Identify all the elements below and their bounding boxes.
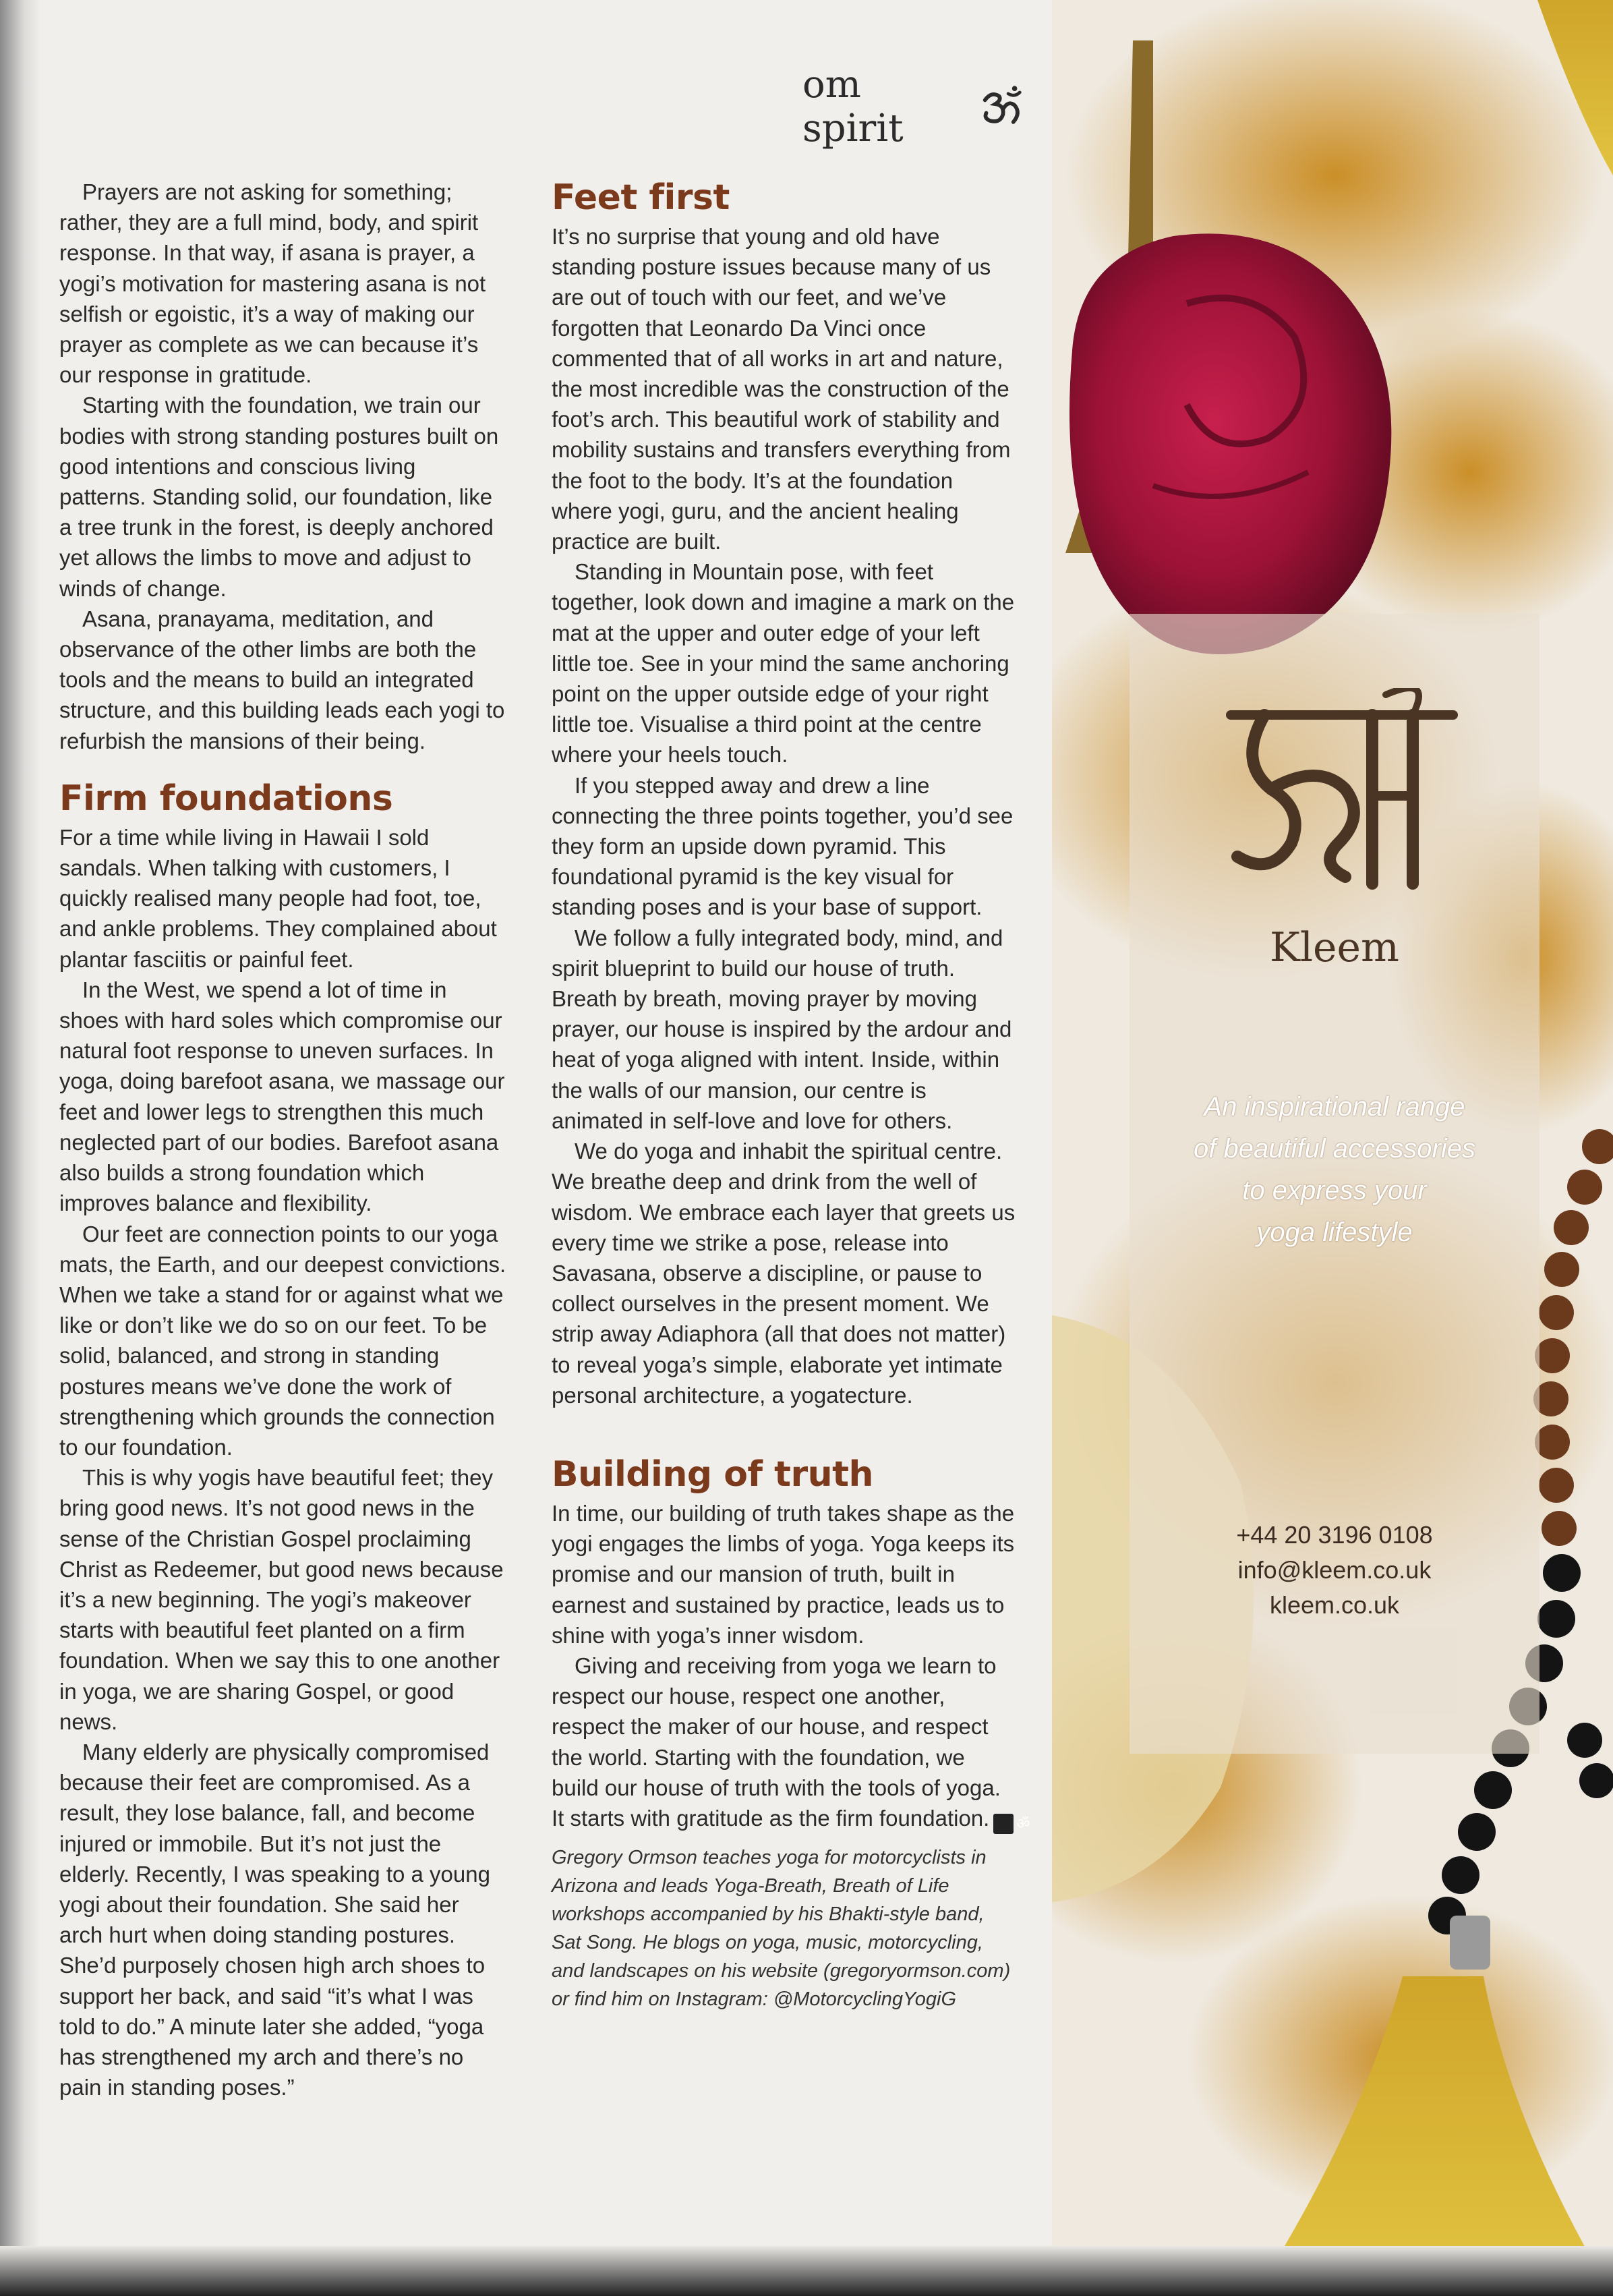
kleem-panel <box>1130 614 1539 1754</box>
tagline-line: An inspirational range <box>1204 1092 1465 1122</box>
paragraph: For a time while living in Hawaii I sold sandals. When talking with customers, I quickly realised many people had foot, toe, and ankle problems. They complained about plantar fasciitis or painful feet. <box>59 824 497 972</box>
paragraph: In the West, we spend a lot of time in shoes with hard soles which compromise our natural foot response to uneven surfaces. In yoga, doing barefoot asana, we massage our feet and lower legs to strengthen this much neglected part of our bodies. Barefoot asana also builds a strong foundation which improves balance and flexibility. <box>59 977 505 1216</box>
tagline-line: of beautiful accessories <box>1193 1134 1475 1164</box>
email-address: info@kleem.co.uk <box>1237 1556 1432 1584</box>
heading-firm-foundations: Firm foundations <box>59 778 393 819</box>
phone-number: +44 20 3196 0108 <box>1236 1521 1433 1549</box>
paragraph: If you stepped away and drew a line connecting the three points together, you’d see they form an upside down pyramid. This foundational pyramid is the key visual for standing poses and is your base of support. <box>552 772 1014 920</box>
paragraph: We do yoga and inhabit the spiritual centre. We breathe deep and drink from the well of wisdom. We embrace each layer that greets us every time we strike a pose, release into Savasana, observe a discipline, or pause to collect ourselves in the present moment. We strip away Adiaphora (all that does not matter) to reveal yoga’s simple, elaborate yet intimate personal architecture, a yogatecture. <box>552 1139 1016 1408</box>
contact-block <box>1130 1518 1539 1623</box>
spine-shadow <box>0 0 40 2296</box>
section-label: om spirit <box>802 63 904 150</box>
heading-building-of-truth: Building of truth <box>552 1454 874 1495</box>
page-bottom-edge <box>0 2246 1613 2296</box>
brand-name: Kleem <box>1270 924 1399 971</box>
end-mark-icon: ॐ <box>993 1814 1014 1834</box>
paragraph: It’s no surprise that young and old have standing posture issues because many of us are out of touch with our feet, and we’ve forgotten that Leonardo Da Vinci once commented that of all works in art and nature, the most incredible was the construction of the foot’s arch. This beautiful work of stability and mobility sustains and transfers everything from the foot to the body. It’s at the foundation where yogi, guru, and the ancient healing practice are built. <box>552 224 1011 554</box>
rose-image <box>1069 233 1391 654</box>
paragraph-with-end-mark <box>552 1651 1030 1834</box>
tagline-line: to express your <box>1242 1176 1427 1205</box>
paragraph: Starting with the foundation, we train our bodies with strong standing postures built on good intentions and conscious living patterns. Standing solid, our foundation, like a tree trunk in the forest, is deeply anchored yet allows the limbs to move and adjust to winds of change. <box>59 393 499 601</box>
om-icon <box>980 85 1025 128</box>
ad-tagline <box>1150 1086 1519 1253</box>
paragraph: Many elderly are physically compromised because their feet are compromised. As a result, they lose balance, fall, and become injured or immobile. But it’s not just the elderly. Recently, I was speaking to a young yogi about their foundation. She said her arch hurt when doing standing postures. She’d purposely chosen high arch shoes to support her back, and said “it’s what I was told to do.” A minute later she added, “yoga has strengthened my arch and there’s no pain in standing poses.” <box>59 1739 490 2100</box>
right-column <box>552 177 1030 2013</box>
paragraph: Giving and receiving from yoga we learn to respect our house, respect one another, respect the maker of our house, and respect the world. Starting with the foundation, we build our house of truth with the tools of yoga. It starts with gratitude as the firm foundation. <box>552 1653 1001 1831</box>
paragraph: We follow a fully integrated body, mind, and spirit blueprint to build our house of truth. Breath by breath, moving prayer by moving prayer, our house is inspired by the ardour and heat of yoga aligned with intent. Inside, within the walls of our mansion, our centre is animated in self-love and love for others. <box>552 925 1012 1133</box>
kleem-logo <box>1210 688 1467 890</box>
kleem-advertisement <box>1052 0 1613 2296</box>
paragraph: Standing in Mountain pose, with feet together, look down and imagine a mark on the mat at the upper and outer edge of your left little toe. See in your mind the same anchoring point on the upper outside edge of your right little toe. Visualise a third point at the centre where your heels touch. <box>552 559 1015 768</box>
paragraph: Prayers are not asking for something; rather, they are a full mind, body, and spirit response. In that way, if asana is prayer, a yogi’s motivation for mastering asana is not selfish or egoistic, it’s a way of making our prayer as complete as we can because it’s our response in gratitude. <box>59 179 486 388</box>
paragraph: In time, our building of truth takes shape as the yogi engages the limbs of yoga. Yoga keeps its promise and our mansion of truth, built in earnest and sustained by practice, leads us to shine with yoga’s inner wisdom. <box>552 1500 1015 1648</box>
heading-feet-first: Feet first <box>552 177 730 218</box>
tagline-line: yoga lifestyle <box>1256 1217 1413 1247</box>
section-header <box>802 63 1025 150</box>
author-bio: Gregory Ormson teaches yoga for motorcyclists in Arizona and leads Yoga-Breath, Breath of Life workshops accompanied by his Bhakti-style band, Sat Song. He blogs on yoga, music, motorcycling, and landscapes on his website (gregoryormson.com) or find him on Instagram: @MotorcyclingYogiG <box>552 1846 1011 2010</box>
left-column <box>59 177 508 2102</box>
paragraph: Our feet are connection points to our yoga mats, the Earth, and our deepest convictions. When we take a stand for or against what we like or don’t like we do so on our feet. To be solid, balanced, and strong in standing postures means we’ve done the work of strengthening which grounds the connection to our foundation. <box>59 1221 506 1460</box>
website-url: kleem.co.uk <box>1269 1591 1400 1619</box>
paragraph: This is why yogis have beautiful feet; they bring good news. It’s not good news in the sense of the Christian Gospel proclaiming Christ as Redeemer, but good news because it’s a new beginning. The yogi’s makeover starts with beautiful feet planted on a firm foundation. When we say this to one another in yoga, we are sharing Gospel, or good news. <box>59 1465 504 1734</box>
paragraph: Asana, pranayama, meditation, and observance of the other limbs are both the tools and the means to build an integrated structure, and this building leads each yogi to refurbish the mansions of their being. <box>59 606 505 753</box>
